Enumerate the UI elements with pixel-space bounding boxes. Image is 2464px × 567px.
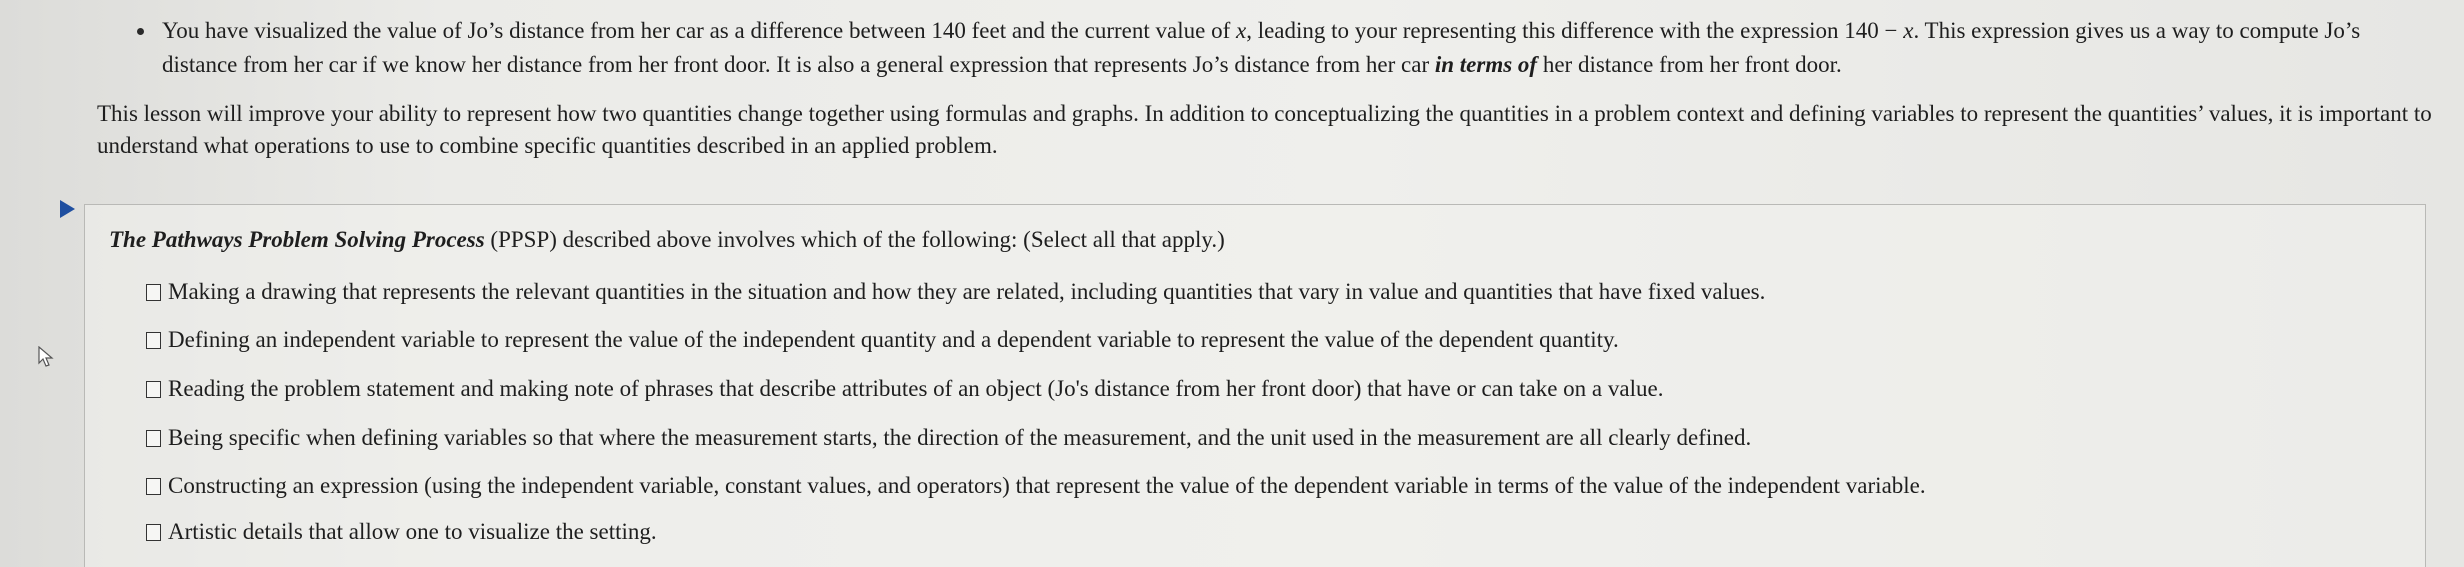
- option-6[interactable]: [146, 517, 657, 547]
- mouse-cursor-icon: [38, 346, 54, 368]
- option-1[interactable]: [146, 277, 1765, 307]
- bullet-text-part4: her distance from her front door.: [1537, 52, 1842, 77]
- bullet-variable-x-2: x: [1903, 18, 1914, 43]
- checkbox-2[interactable]: [146, 332, 161, 349]
- bullet-variable-x: x: [1235, 18, 1247, 43]
- question-panel: [84, 204, 2426, 567]
- option-4[interactable]: [146, 423, 1751, 453]
- option-5[interactable]: [146, 471, 1926, 501]
- question-title: The Pathways Problem Solving Process: [109, 227, 485, 252]
- bullet-paragraph: [162, 14, 2402, 82]
- option-2[interactable]: [146, 325, 1619, 355]
- question-prompt: [109, 223, 1225, 257]
- option-label-1: Making a drawing that represents the relevant quantities in the situation and how they are related, including quantities that vary in value and quantities that have fixed values.: [168, 279, 1766, 304]
- checkbox-5[interactable]: [146, 478, 161, 495]
- bullet-text-part1: You have visualized the value of Jo’s distance from her car as a difference between 140 feet and the current value of: [162, 18, 1236, 43]
- bullet-icon: [137, 28, 144, 35]
- option-label-4: Being specific when defining variables so that where the measurement starts, the direction of the measurement, and the unit used in the measurement are all clearly defined.: [168, 425, 1752, 450]
- option-label-2: Defining an independent variable to represent the value of the independent quantity and a dependent variable to represent the value of the dependent quantity.: [168, 327, 1619, 352]
- bullet-text-part3: . This expression gives us a way to compute Jo’s distance from her car if we know her distance from her front door. It is also a general expression that represents Jo’s distance from her car: [162, 18, 2361, 77]
- question-prompt-rest: (PPSP) described above involves which of the following: (Select all that apply.): [484, 227, 1225, 252]
- expand-triangle-icon[interactable]: [60, 200, 75, 218]
- bullet-text-part2: , leading to your representing this difference with the expression 140 −: [1246, 18, 1904, 43]
- option-label-3: Reading the problem statement and making note of phrases that describe attributes of an object (Jo's distance from her front door) that have or can take on a value.: [168, 376, 1664, 401]
- lesson-paragraph: This lesson will improve your ability to represent how two quantities change together using formulas and graphs. In addition to conceptualizing the quantities in a problem context and defining variables to represent the quantities’ values, it is important to understand what operations to use to combine specific quantities described in an applied problem.: [97, 101, 2432, 158]
- checkbox-1[interactable]: [146, 284, 161, 301]
- checkbox-3[interactable]: [146, 381, 161, 398]
- checkbox-4[interactable]: [146, 430, 161, 447]
- option-label-6: Artistic details that allow one to visualize the setting.: [168, 519, 657, 544]
- checkbox-6[interactable]: [146, 524, 161, 541]
- option-label-5: Constructing an expression (using the independent variable, constant values, and operators) that represent the value of the dependent variable in terms of the value of the independent variable.: [168, 473, 1926, 498]
- bullet-emphasis: in terms of: [1434, 52, 1538, 77]
- option-3[interactable]: [146, 374, 1663, 404]
